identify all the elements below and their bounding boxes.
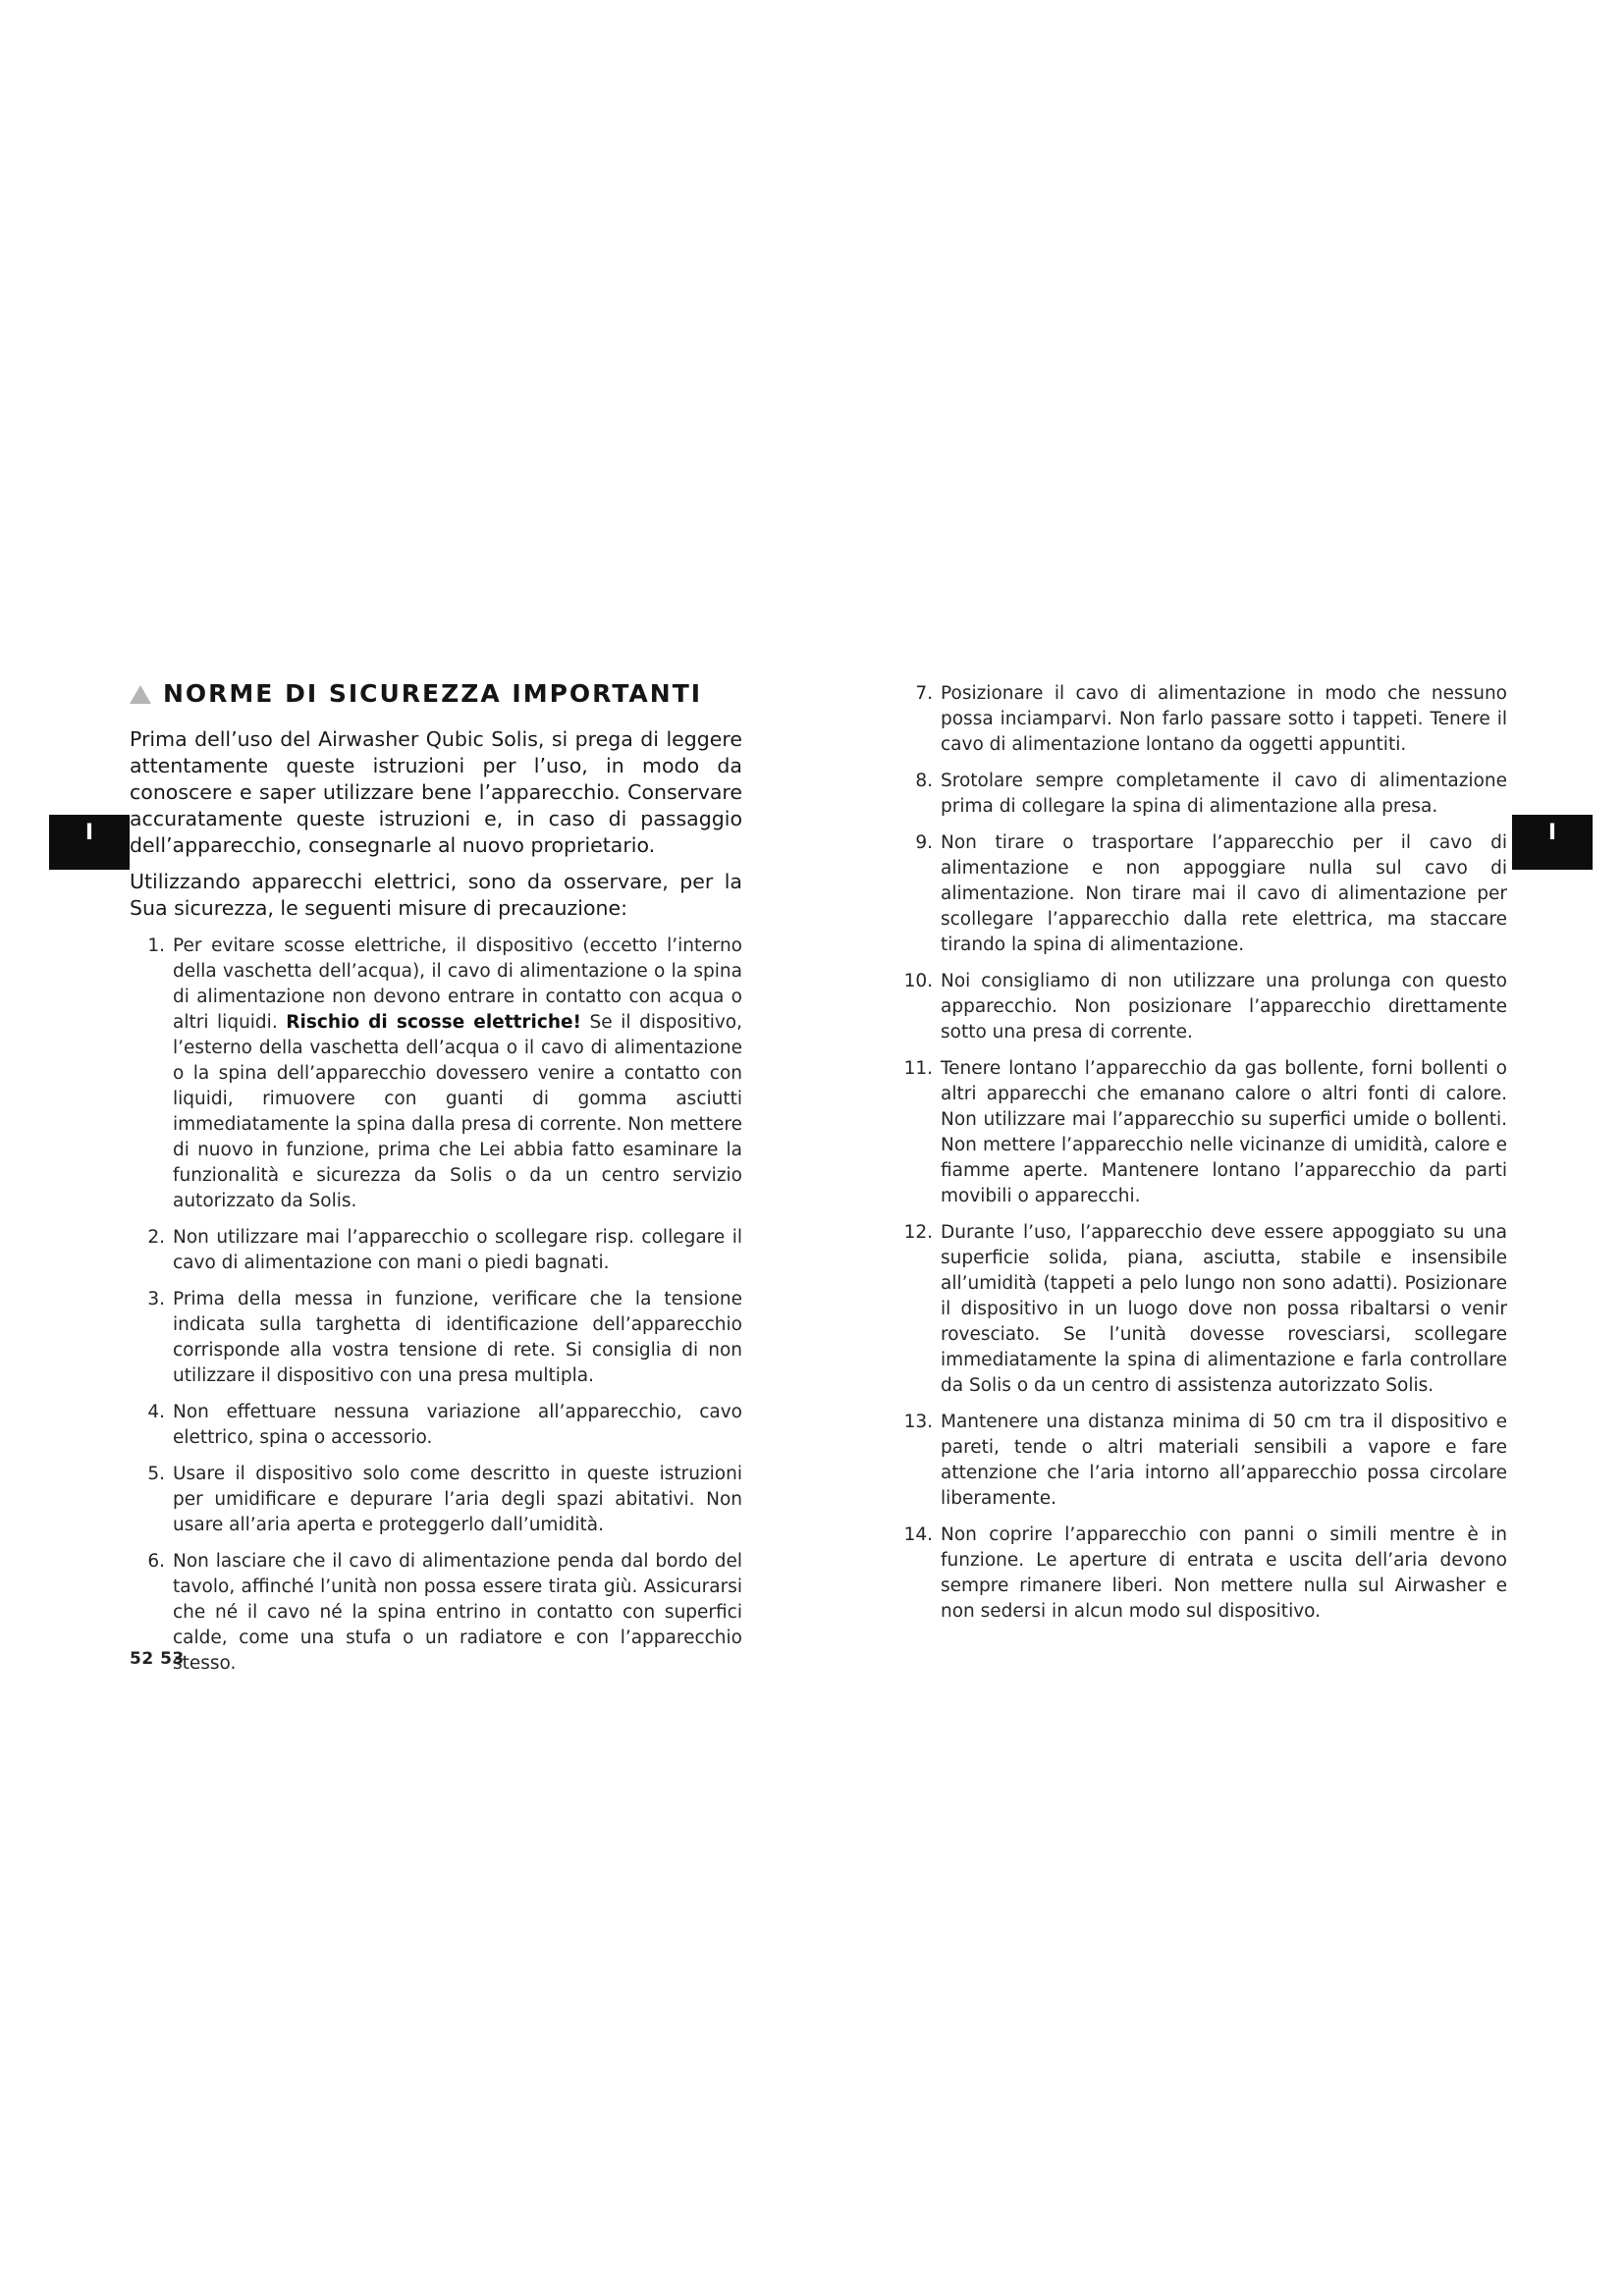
item-number: 4. [147, 1402, 165, 1422]
item-text-part: Se il dispositivo, l’esterno della vaschetta dell’acqua o il cavo di alimentazione o la spina dell’apparecchio dovessero venire a contatto con liquidi, rimuovere con guanti di gomma asciutti immediatamente la spina dalla presa di corrente. Non mettere di nuovo in funzione, prima che Lei abbia fatto esaminare la funzionalità e sicurezza da Solis o da un centro servizio autorizzato da Solis. [173, 1012, 742, 1211]
item-number: 14. [903, 1524, 933, 1545]
item-number: 8. [915, 771, 933, 791]
item-text: Durante l’uso, l’apparecchio deve essere appoggiato su una superficie solida, piana, asciutta, stabile e insensibile all’umidità (tappeti a pelo lungo non sono adatti). Posizionare il dispositivo in un luogo dove non possa ribaltarsi o venir rovesciato. Se l’unità dovesse rovesciarsi, scollegare immediatamente la spina di alimentazione e farla controllare da Solis o da un centro di assistenza autorizzato Solis. [941, 1222, 1507, 1396]
safety-list-right [900, 681, 1507, 1625]
item-text: Usare il dispositivo solo come descritto in queste istruzioni per umidificare e depurare l’aria degli spazi abitativi. Non usare all’aria aperta e proteggerlo dall’umidità. [173, 1464, 742, 1535]
precaution-intro: Utilizzando apparecchi elettrici, sono da osservare, per la Sua sicurezza, le seguenti misure di precauzione: [130, 870, 742, 920]
item-number: 3. [147, 1289, 165, 1309]
item-number: 1. [147, 935, 165, 956]
item-number: 7. [915, 683, 933, 704]
list-item [130, 934, 742, 1214]
item-text-part: Per evitare scosse elettriche, il dispositivo (eccetto l’interno della vaschetta dell’acqua), il cavo di alimentazione o la spina di alimentazione non devono entrare in contatto con acqua o altri liquidi. [173, 935, 742, 1033]
item-number: 5. [147, 1464, 165, 1484]
safety-list-left [130, 934, 742, 1677]
list-item [900, 1220, 1507, 1399]
section-heading [130, 681, 742, 707]
item-text: Prima della messa in funzione, verificare che la tensione indicata sulla targhetta di identificazione dell’apparecchio corrisponde alla vostra tensione di rete. Si consiglia di non utilizzare il dispositivo con una presa multipla. [173, 1289, 742, 1386]
list-item [900, 769, 1507, 820]
language-tab-label: I [1547, 821, 1557, 845]
item-text: Non coprire l’apparecchio con panni o simili mentre è in funzione. Le aperture di entrata e uscita dell’aria devono sempre rimanere liberi. Non mettere nulla sul Airwasher e non sedersi in alcun modo sul dispositivo. [941, 1524, 1507, 1622]
item-text: Mantenere una distanza minima di 50 cm tra il dispositivo e pareti, tende o altri materiali sensibili a vapore e fare attenzione che l’aria intorno all’apparecchio possa circolare liberamente. [941, 1412, 1507, 1509]
item-number: 2. [147, 1227, 165, 1248]
item-text: Noi consigliamo di non utilizzare una prolunga con questo apparecchio. Non posizionare l’apparecchio direttamente sotto una presa di corrente. [941, 971, 1507, 1042]
language-tab-left [49, 815, 130, 870]
list-item [900, 1056, 1507, 1209]
list-item [130, 1287, 742, 1389]
item-text: Non utilizzare mai l’apparecchio o scollegare risp. collegare il cavo di alimentazione con mani o piedi bagnati. [173, 1227, 742, 1273]
item-text: Non lasciare che il cavo di alimentazione penda dal bordo del tavolo, affinché l’unità non possa essere tirata giù. Assicurarsi che né il cavo né la spina entrino in contatto con superfici calde, come una stufa o un radiatore e con l’apparecchio stesso. [173, 1551, 742, 1674]
heading-text: NORME DI SICUREZZA IMPORTANTI [163, 679, 703, 708]
item-text: Non tirare o trasportare l’apparecchio per il cavo di alimentazione e non appoggiare nulla sul cavo di alimentazione. Non tirare mai il cavo di alimentazione per scollegare l’apparecchio dalla rete elettrica, ma staccare tirando la spina di alimentazione. [941, 832, 1507, 955]
item-number: 9. [915, 832, 933, 853]
list-item [130, 1462, 742, 1538]
list-item [900, 969, 1507, 1045]
right-column [900, 681, 1507, 1635]
left-column [130, 681, 742, 1687]
intro-paragraph: Prima dell’uso del Airwasher Qubic Solis, si prega di leggere attentamente queste istruzioni per l’uso, in modo da conoscere e saper utilizzare bene l’apparecchio. Conservare accuratamente queste istruzioni e, in caso di passaggio dell’apparecchio, consegnarle al nuovo proprietario. [130, 727, 742, 857]
electric-shock-warning: Rischio di scosse elettriche! [286, 1012, 581, 1033]
language-tab-right [1512, 815, 1593, 870]
list-item [900, 1410, 1507, 1512]
item-number: 13. [903, 1412, 933, 1432]
item-text: Tenere lontano l’apparecchio da gas bollente, forni bollenti o altri apparecchi che emanano calore o altri fonti di calore. Non utilizzare mai l’apparecchio su superfici umide o bollenti. Non mettere l’apparecchio nelle vicinanze di umidità, calore e fiamme aperte. Mantenere lontano l’apparecchio da parti movibili o apparecchi. [941, 1058, 1507, 1206]
item-number: 10. [903, 971, 933, 991]
list-item [900, 830, 1507, 958]
item-number: 11. [903, 1058, 933, 1079]
list-item [130, 1225, 742, 1276]
item-text: Non effettuare nessuna variazione all’apparecchio, cavo elettrico, spina o accessorio. [173, 1402, 742, 1448]
warning-triangle-icon [130, 685, 151, 704]
item-text: Posizionare il cavo di alimentazione in modo che nessuno possa inciamparvi. Non farlo passare sotto i tappeti. Tenere il cavo di alimentazione lontano da oggetti appuntiti. [941, 683, 1507, 755]
language-tab-label: I [84, 821, 94, 845]
list-item [130, 1549, 742, 1677]
page-numbers: 52 53 [130, 1649, 185, 1669]
item-text [173, 934, 742, 1214]
item-number: 6. [147, 1551, 165, 1572]
list-item [130, 1400, 742, 1451]
list-item [900, 681, 1507, 758]
item-number: 12. [903, 1222, 933, 1243]
item-text: Srotolare sempre completamente il cavo di alimentazione prima di collegare la spina di alimentazione alla presa. [941, 771, 1507, 817]
list-item [900, 1522, 1507, 1625]
